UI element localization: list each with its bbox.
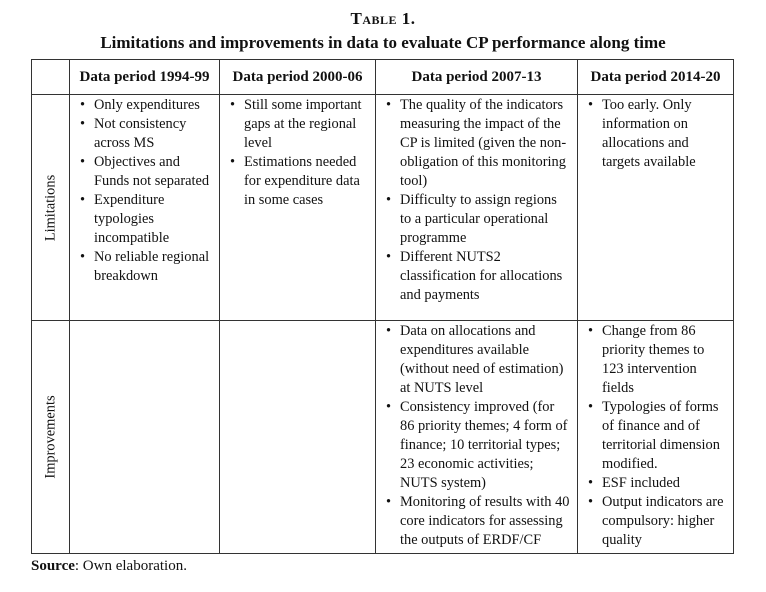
table-number: Table 1. <box>350 9 416 28</box>
bullet-item: • Still some important gaps at the regional level <box>220 96 369 153</box>
row-header <box>32 95 70 321</box>
table-title: Limitations and improvements in data to evaluate CP performance along time <box>100 33 666 52</box>
bullet-list <box>70 96 213 286</box>
bullet-item: • No reliable regional breakdown <box>70 248 213 286</box>
bullet-list <box>578 96 727 172</box>
table-cell <box>578 95 734 321</box>
source-label: Source <box>31 558 75 574</box>
table-cell <box>220 321 376 554</box>
bullet-item: • The quality of the indicators measuring the impact of the CP is limited (given the non-obligation of this monitoring tool) <box>376 96 571 191</box>
table-cell <box>376 321 578 554</box>
bullet-item: • Objectives and Funds not separated <box>70 153 213 191</box>
bullet-item: • Not consistency across MS <box>70 115 213 153</box>
column-header: Data period 2014-20 <box>578 60 734 95</box>
source-text: : Own elaboration. <box>74 558 187 574</box>
table-caption <box>0 8 766 54</box>
row-header <box>32 321 70 554</box>
bullet-item: • Consistency improved (for 86 priority themes; 4 form of finance; 10 territorial types; 23 economic activities; NUTS system) <box>376 398 571 493</box>
data-table <box>31 59 734 554</box>
bullet-item: • Change from 86 priority themes to 123 intervention fields <box>578 322 727 398</box>
bullet-item: • Different NUTS2 classification for allocations and payments <box>376 248 571 305</box>
row-header-label: Limitations <box>42 174 58 241</box>
source-note <box>31 558 187 575</box>
table-cell <box>70 95 220 321</box>
bullet-item: • Too early. Only information on allocations and targets available <box>578 96 727 172</box>
bullet-item: • Difficulty to assign regions to a particular operational programme <box>376 191 571 248</box>
header-row <box>32 60 734 95</box>
column-header: Data period 2007-13 <box>376 60 578 95</box>
table-cell <box>70 321 220 554</box>
bullet-list <box>376 96 571 305</box>
bullet-list <box>578 322 727 550</box>
bullet-item: • Only expenditures <box>70 96 213 115</box>
table-cell <box>220 95 376 321</box>
table-row <box>32 321 734 554</box>
column-header: Data period 1994-99 <box>70 60 220 95</box>
bullet-list <box>220 96 369 210</box>
bullet-item: • Output indicators are compulsory: higher quality <box>578 493 727 550</box>
row-header-label: Improvements <box>42 395 58 479</box>
table-cell <box>376 95 578 321</box>
bullet-item: • Expenditure typologies incompatible <box>70 191 213 248</box>
bullet-item: • Monitoring of results with 40 core indicators for assessing the outputs of ERDF/CF <box>376 493 571 550</box>
bullet-list <box>376 322 571 550</box>
table-cell <box>578 321 734 554</box>
bullet-item: • Typologies of forms of finance and of territorial dimension modified. <box>578 398 727 474</box>
corner-cell <box>32 60 70 95</box>
bullet-item: • Estimations needed for expenditure data in some cases <box>220 153 369 210</box>
table-row <box>32 95 734 321</box>
column-header: Data period 2000-06 <box>220 60 376 95</box>
bullet-item: • ESF included <box>578 474 727 493</box>
bullet-item: • Data on allocations and expenditures available (without need of estimation) at NUTS level <box>376 322 571 398</box>
